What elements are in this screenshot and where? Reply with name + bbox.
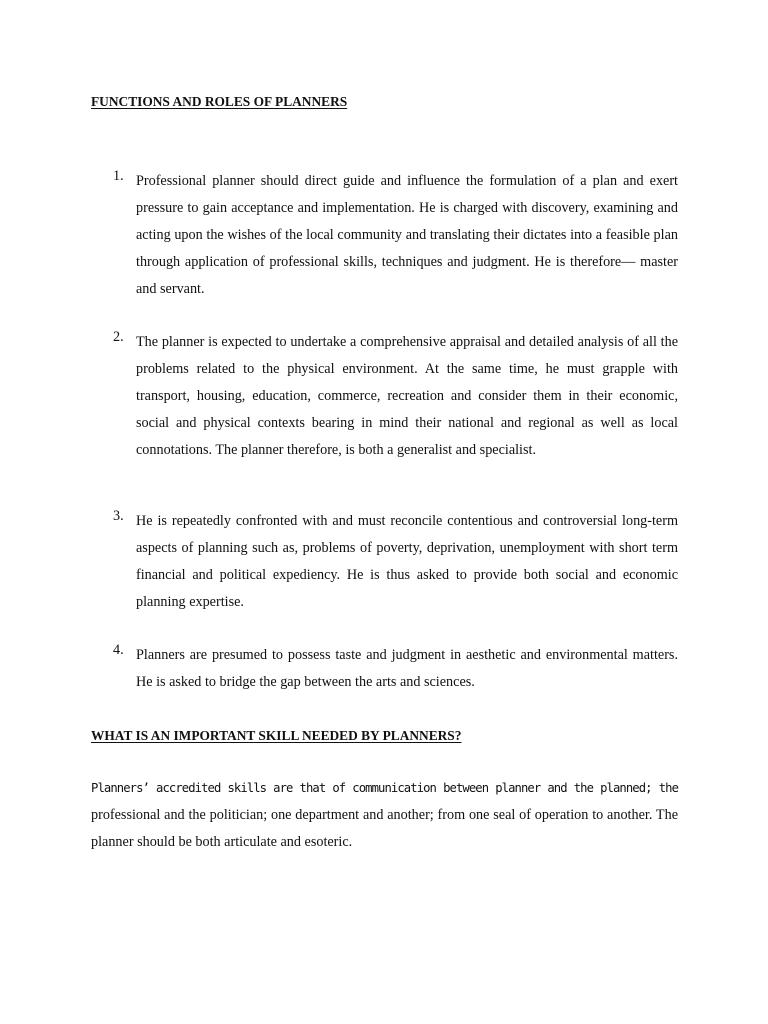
- list-item-text: The planner is expected to undertake a comprehensive appraisal and detailed analysis of all the problems related to the physical environment. At the same time, he must grapple with transport, housing, education, commerce, recreation and consider them in their economic, social and physical contexts bearing in mind their national and regional as well as local connotations. The planner therefore, is both a generalist and specialist.: [136, 334, 678, 458]
- list-item: [113, 508, 678, 616]
- skills-paragraph-rest: professional and the politician; one department and another; from one seal of operation to another. The planner should be both articulate and esoteric.: [91, 807, 678, 850]
- list-item-text: He is repeatedly confronted with and must reconcile contentious and controversial long-term aspects of planning such as, problems of poverty, deprivation, unemployment with short term financial and political expediency. He is thus asked to provide both social and economic planning expertise.: [136, 513, 678, 610]
- section-heading-functions-roles: FUNCTIONS AND ROLES OF PLANNERS: [91, 94, 348, 109]
- section-heading-important-skill: WHAT IS AN IMPORTANT SKILL NEEDED BY PLANNERS?: [91, 728, 462, 743]
- skills-paragraph-lead: Planners’ accredited skills are that of communication between planner and the planned; the: [91, 781, 678, 795]
- list-item-number: 2.: [113, 329, 124, 345]
- list-item-number: 1.: [113, 168, 124, 184]
- list-item: [113, 329, 678, 464]
- list-item: [113, 642, 678, 696]
- skills-paragraph: [91, 775, 678, 856]
- list-item: [113, 168, 678, 303]
- list-item-text: Planners are presumed to possess taste and judgment in aesthetic and environmental matters. He is asked to bridge the gap between the arts and sciences.: [136, 647, 678, 690]
- list-item-text: Professional planner should direct guide and influence the formulation of a plan and exert pressure to gain acceptance and implementation. He is charged with discovery, examining and acting upon the wishes of the local community and translating their dictates into a feasible plan through application of professional skills, techniques and judgment. He is therefore— master and servant.: [136, 173, 678, 297]
- list-item-number: 4.: [113, 642, 124, 658]
- list-item-number: 3.: [113, 508, 124, 524]
